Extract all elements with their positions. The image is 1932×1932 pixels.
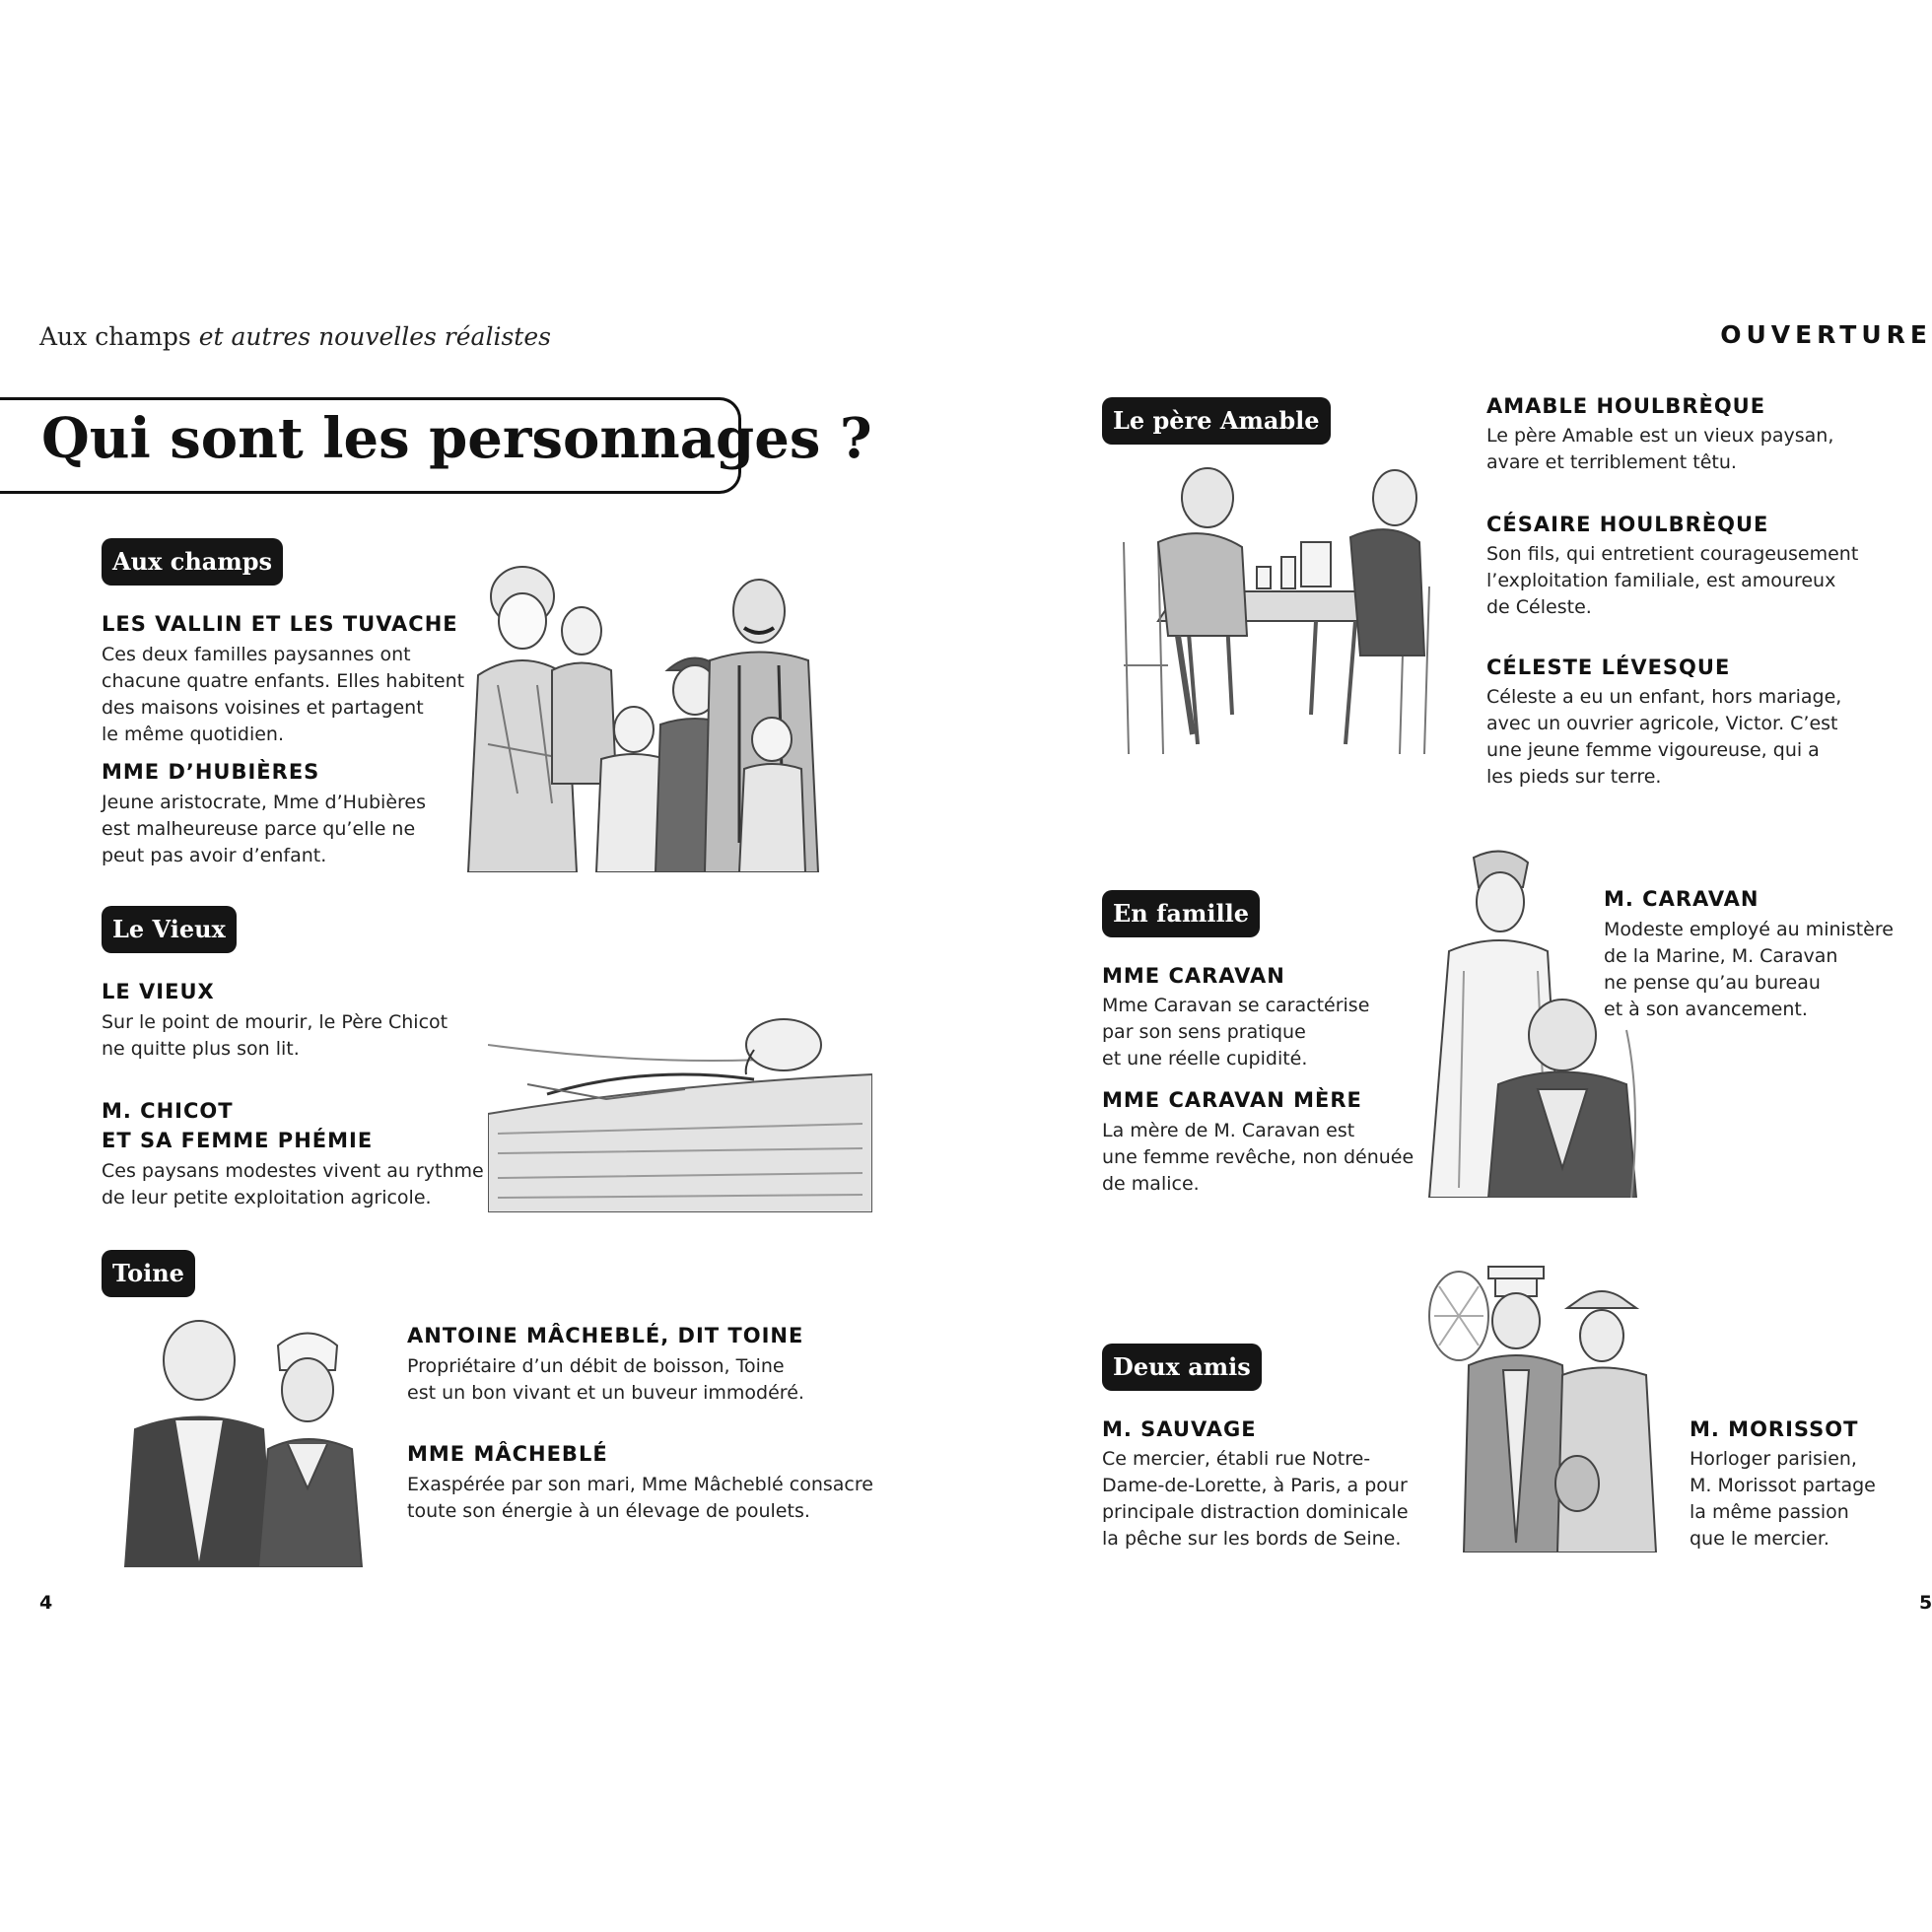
desc-line: Horloger parisien, (1690, 1448, 1857, 1470)
desc-line: est un bon vivant et un buveur immodéré. (407, 1382, 804, 1404)
desc-line: Ces paysans modestes vivent au rythme (102, 1160, 484, 1182)
page-title: Qui sont les personnages ? (41, 406, 872, 471)
desc-line: Exaspérée par son mari, Mme Mâcheblé consacre (407, 1474, 873, 1495)
desc-line: une femme revêche, non dénuée (1102, 1146, 1414, 1168)
desc-line: la pêche sur les bords de Seine. (1102, 1528, 1402, 1550)
desc-line: ne pense qu’au bureau (1604, 972, 1821, 994)
desc-line: Le père Amable est un vieux paysan, (1486, 425, 1834, 447)
desc-line: Sur le point de mourir, le Père Chicot (102, 1011, 448, 1033)
desc-line: Propriétaire d’un débit de boisson, Toine (407, 1355, 785, 1377)
desc-line: les pieds sur terre. (1486, 766, 1662, 788)
desc-line: Son fils, qui entretient courageusement (1486, 543, 1859, 565)
char-name-mme-hubieres: MME D’HUBIÈRES (102, 760, 320, 784)
desc-line: des maisons voisines et partagent (102, 697, 424, 719)
name-line: ET SA FEMME PHÉMIE (102, 1129, 374, 1152)
desc-line: et à son avancement. (1604, 999, 1808, 1020)
desc-line: l’exploitation familiale, est amoureux (1486, 570, 1836, 591)
illustration-toine-couple (110, 1311, 386, 1567)
desc-line: avare et terriblement têtu. (1486, 451, 1737, 473)
running-head (39, 322, 551, 351)
illustration-table-scene (1109, 458, 1434, 784)
desc-line: le même quotidien. (102, 724, 285, 745)
desc-line: Ces deux familles paysannes ont (102, 644, 411, 665)
char-name-chicot (102, 1096, 373, 1155)
char-desc-amable (1486, 423, 1833, 476)
desc-line: toute son énergie à un élevage de poulets. (407, 1500, 810, 1522)
char-name-le-vieux: LE VIEUX (102, 980, 215, 1003)
tag-en-famille: En famille (1102, 890, 1260, 937)
desc-line: Dame-de-Lorette, à Paris, a pour (1102, 1475, 1408, 1496)
desc-line: par son sens pratique (1102, 1021, 1306, 1043)
desc-line: et une réelle cupidité. (1102, 1048, 1308, 1070)
char-desc-m-morissot (1690, 1446, 1876, 1552)
char-desc-cesaire (1486, 541, 1858, 621)
tag-le-vieux: Le Vieux (102, 906, 237, 953)
tag-le-pere-amable: Le père Amable (1102, 397, 1331, 445)
char-desc-celeste (1486, 684, 1841, 791)
char-desc-toine (407, 1353, 804, 1407)
tag-aux-champs: Aux champs (102, 538, 283, 586)
illustration-peasant-families (458, 547, 867, 872)
illustration-old-man-bed (488, 1005, 872, 1212)
char-desc-vallin-tuvache (102, 642, 464, 748)
char-name-mme-macheble: MME MÂCHEBLÉ (407, 1442, 608, 1466)
desc-line: principale distraction dominicale (1102, 1501, 1409, 1523)
tag-toine: Toine (102, 1250, 195, 1297)
desc-line: La mère de M. Caravan est (1102, 1120, 1355, 1141)
char-name-amable: AMABLE HOULBRÈQUE (1486, 394, 1766, 418)
desc-line: Jeune aristocrate, Mme d’Hubières (102, 792, 427, 813)
char-name-cesaire: CÉSAIRE HOULBRÈQUE (1486, 513, 1769, 536)
char-name-m-caravan: M. CARAVAN (1604, 887, 1760, 911)
desc-line: peut pas avoir d’enfant. (102, 845, 327, 866)
char-name-toine: ANTOINE MÂCHEBLÉ, DIT TOINE (407, 1324, 804, 1347)
char-name-m-sauvage: M. SAUVAGE (1102, 1417, 1257, 1441)
page-number-left: 4 (39, 1592, 53, 1614)
name-line: M. CHICOT (102, 1099, 234, 1123)
desc-line: est malheureuse parce qu’elle ne (102, 818, 416, 840)
char-name-vallin-tuvache: LES VALLIN ET LES TUVACHE (102, 612, 458, 636)
char-name-m-morissot: M. MORISSOT (1690, 1417, 1859, 1441)
char-desc-mme-macheble (407, 1472, 873, 1525)
desc-line: de leur petite exploitation agricole. (102, 1187, 432, 1208)
desc-line: chacune quatre enfants. Elles habitent (102, 670, 465, 692)
char-desc-m-sauvage (1102, 1446, 1409, 1552)
char-desc-mme-caravan-mere (1102, 1118, 1414, 1198)
desc-line: avec un ouvrier agricole, Victor. C’est (1486, 713, 1838, 734)
desc-line: de malice. (1102, 1173, 1200, 1195)
desc-line: Ce mercier, établi rue Notre- (1102, 1448, 1371, 1470)
char-name-celeste: CÉLESTE LÉVESQUE (1486, 656, 1731, 679)
desc-line: Mme Caravan se caractérise (1102, 995, 1370, 1016)
desc-line: Céleste a eu un enfant, hors mariage, (1486, 686, 1842, 708)
tag-deux-amis: Deux amis (1102, 1344, 1262, 1391)
desc-line: Modeste employé au ministère (1604, 919, 1894, 940)
char-desc-mme-caravan (1102, 993, 1369, 1072)
desc-line: de la Marine, M. Caravan (1604, 945, 1838, 967)
desc-line: de Céleste. (1486, 596, 1592, 618)
page-number-right: 5 (1919, 1592, 1932, 1614)
char-desc-le-vieux (102, 1009, 448, 1063)
desc-line: M. Morissot partage (1690, 1475, 1876, 1496)
book-title-plain: Aux champs (39, 322, 191, 351)
section-label: OUVERTURE (1720, 320, 1932, 349)
book-title-italic: et autres nouvelles réalistes (198, 322, 551, 351)
char-name-mme-caravan: MME CARAVAN (1102, 964, 1285, 988)
desc-line: la même passion (1690, 1501, 1849, 1523)
illustration-two-friends (1424, 1257, 1666, 1552)
desc-line: que le mercier. (1690, 1528, 1829, 1550)
char-name-mme-caravan-mere: MME CARAVAN MÈRE (1102, 1088, 1362, 1112)
desc-line: ne quitte plus son lit. (102, 1038, 300, 1060)
char-desc-chicot (102, 1158, 484, 1211)
char-desc-m-caravan (1604, 917, 1894, 1023)
char-desc-mme-hubieres (102, 790, 426, 869)
desc-line: une jeune femme vigoureuse, qui a (1486, 739, 1820, 761)
